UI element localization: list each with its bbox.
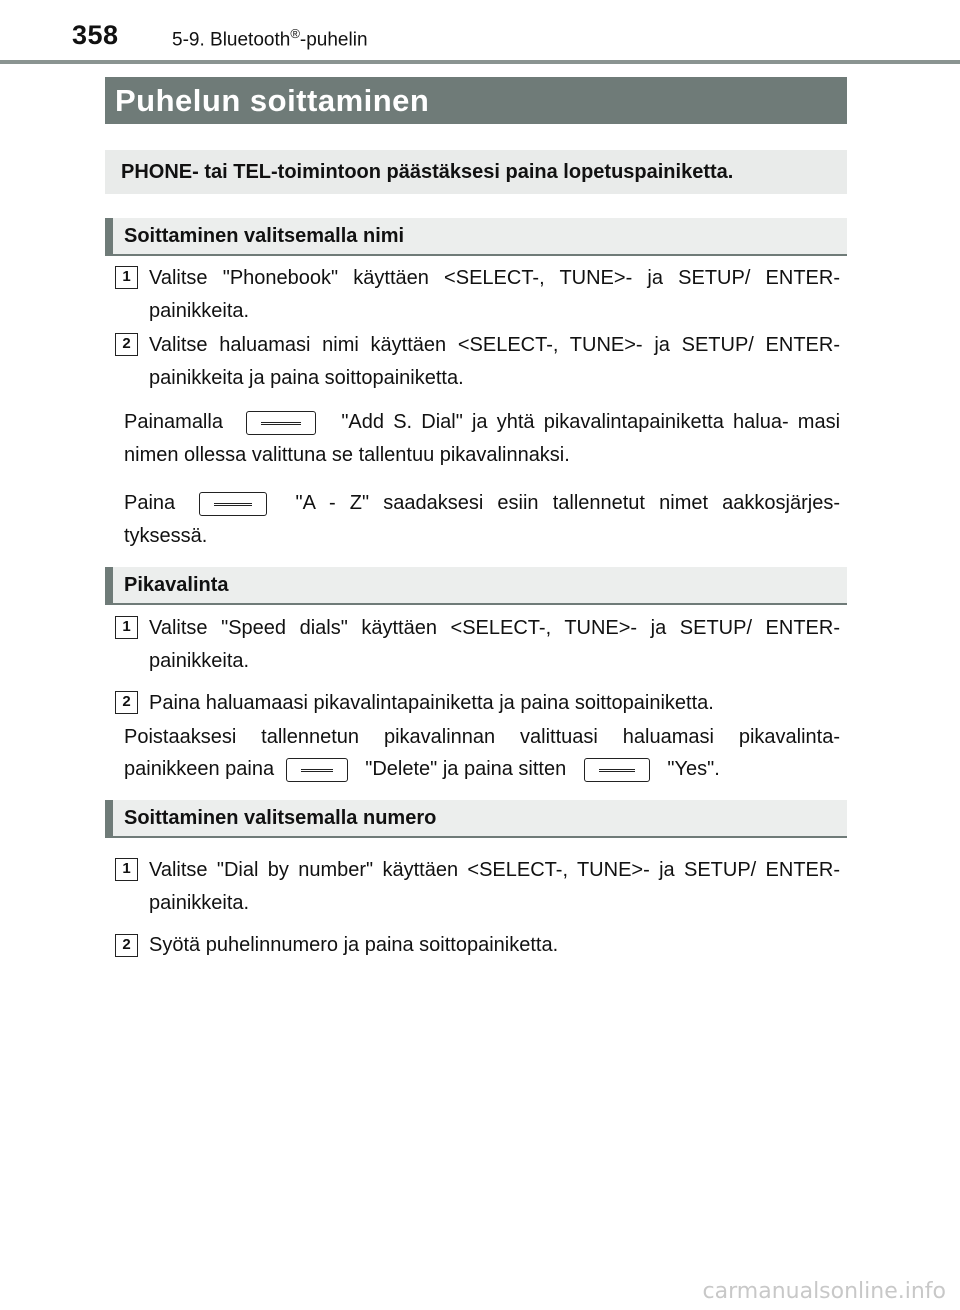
section-heading-speed-dial: Pikavalinta [105, 567, 847, 605]
step-number: 1 [115, 266, 138, 289]
step-text: Valitse "Speed dials" käyttäen <SELECT-, TUNE>- ja SETUP/ ENTER-painikkeita. [149, 617, 840, 672]
step-text: Syötä puhelinnumero ja paina soittopainiketta. [149, 934, 559, 956]
option-button-icon [246, 411, 316, 435]
option-button-icon [199, 492, 267, 516]
page-title: Puhelun soittaminen [105, 77, 847, 124]
note-text-after: "Add S. Dial" ja yhtä pikavalintapainiketta halua- masi nimen ollessa valittuna se tallentuu pikavalinnaksi. [124, 411, 841, 466]
step-number: 1 [115, 858, 138, 881]
chapter-label [172, 26, 368, 51]
note-text-middle: "Delete" ja paina sitten [365, 758, 567, 780]
section-heading-number-dial: Soittaminen valitsemalla numero [105, 800, 847, 838]
note-text-before: Poistaaksesi tallennetun pikavalinnan valittuasi haluamasi pikavalinta- painikkeen paina [124, 726, 840, 780]
note-text-before: Paina [124, 492, 176, 514]
step-text: Valitse "Dial by number" käyttäen <SELECT-, TUNE>- ja SETUP/ ENTER-painikkeita. [149, 859, 840, 914]
chapter-label-prefix: 5-9. Bluetooth [172, 29, 291, 51]
step-text: Paina haluamaasi pikavalintapainiketta ja paina soittopainiketta. [149, 692, 714, 714]
step-number: 2 [115, 333, 138, 356]
step-number: 2 [115, 691, 138, 714]
note-a-z [124, 487, 840, 553]
page-header [0, 0, 960, 64]
watermark: carmanualsonline.info [702, 1279, 946, 1304]
option-button-icon [584, 758, 650, 782]
step-number: 1 [115, 616, 138, 639]
section-heading-name-dial: Soittaminen valitsemalla nimi [105, 218, 847, 256]
note-text-before: Painamalla [124, 411, 223, 433]
step-text: Valitse "Phonebook" käyttäen <SELECT-, TUNE>- ja SETUP/ ENTER-painikkeita. [149, 267, 840, 322]
registered-mark: ® [290, 26, 300, 41]
note-text-after: "A - Z" saadaksesi esiin tallennetut nimet aakkosjärjes- tyksessä. [124, 492, 841, 547]
step-number: 2 [115, 934, 138, 957]
chapter-label-suffix: -puhelin [299, 29, 368, 51]
page-number: 358 [72, 20, 119, 50]
header-rule [0, 60, 960, 64]
note-add-speed-dial [124, 406, 840, 472]
step-text: Valitse haluamasi nimi käyttäen <SELECT-, TUNE>- ja SETUP/ ENTER-painikkeita ja paina soittopainiketta. [149, 334, 840, 389]
note-text-after: "Yes". [667, 758, 720, 780]
intro-box: PHONE- tai TEL-toimintoon päästäksesi paina lopetuspainiketta. [105, 150, 847, 194]
note-delete-speed-dial [124, 721, 840, 785]
option-button-icon [286, 758, 348, 782]
